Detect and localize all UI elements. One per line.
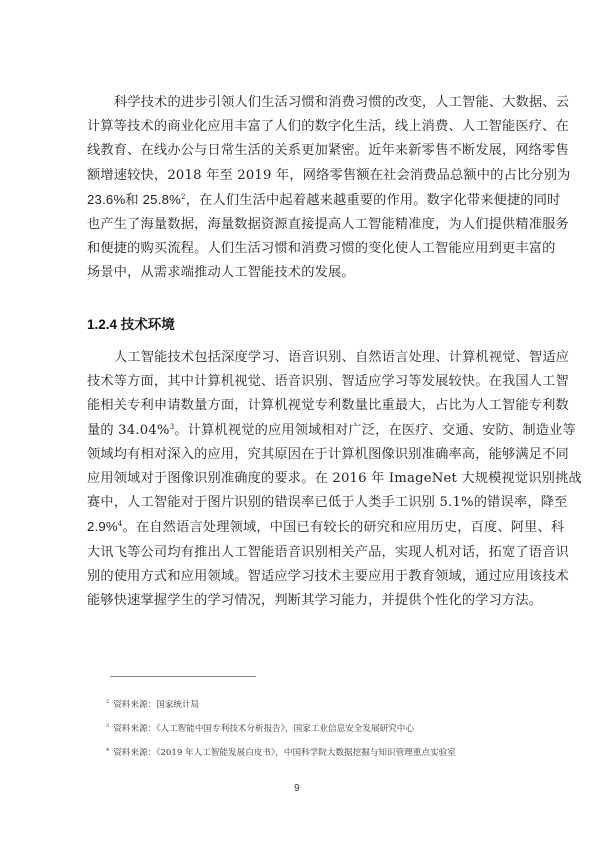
text-line: 领域均有相对深入的应用，究其原因在于计算机图像识别准确率高，能够满足不同 — [87, 446, 569, 462]
statistic-value: 2.9% — [87, 519, 118, 535]
text-line: 技术等方面，其中计算机视觉、语音识别、智适应学习等发展较快。在我国人工智 — [87, 374, 569, 390]
footnote-ref: 2 — [181, 192, 186, 201]
paragraph-tech-environment — [87, 346, 582, 613]
text-line: 场景中，从需求端推动人工智能技术的发展。 — [87, 265, 355, 281]
text-line — [87, 188, 561, 213]
footnote-text: 资料来源：《人工智能中国专利技术分析报告》，国家工业信息安全发展研究中心 — [113, 724, 414, 734]
section-heading: 1.2.4 技术环境 — [87, 317, 175, 332]
footnote-ref: 4 — [117, 520, 123, 529]
page-number: 9 — [294, 783, 300, 794]
text-line — [87, 419, 576, 443]
text-line: 线教育、在线办公与日常生活的关系更加紧密。近年来新零售不断发展，网络零售 — [87, 143, 569, 159]
text-line: 也产生了海量数据，海量数据资源直接提高人工智能精准度，为人们提供精准服务 — [87, 217, 569, 233]
text-line: 应用领域对于图像识别准确度的要求。在 2016 年 ImageNet 大规模视觉识别挑战 — [87, 471, 582, 487]
text-line: 大讯飞等公司均有推出人工智能语音识别相关产品，实现人机对话，拓宽了语音识 — [87, 544, 569, 560]
footnote-text: 资料来源：《2019 年人工智能发展白皮书》，中国科学院大数据挖掘与知识管理重点实验室 — [113, 748, 456, 758]
text-line: 科学技术的进步引领人们生活习惯和消费习惯的改变，人工智能、大数据、云 — [114, 95, 570, 110]
text-segment: 。计算机视觉的应用领域相对广泛，在医疗、交通、安防、制造业等 — [174, 422, 576, 438]
text-line — [87, 515, 565, 540]
footnote-mark: 4 — [106, 747, 110, 753]
footnote-mark: 2 — [106, 699, 110, 705]
footnote-divider — [110, 676, 256, 677]
footnote-text: 资料来源：国家统计局 — [113, 700, 200, 710]
footnote-item — [106, 741, 456, 765]
text-line: 计算等技术的商业化应用丰富了人们的数字化生活，线上消费、人工智能医疗、在 — [87, 119, 569, 135]
text-segment: 量的 34.04% — [87, 422, 170, 438]
text-line: 额增速较快，2018 年至 2019 年，网络零售额在社会消费品总额中的占比分别为 — [87, 167, 571, 183]
footnote-item — [106, 717, 456, 741]
footnote-item — [106, 693, 456, 717]
statistic-value: 23.6%和 25.8% — [87, 191, 182, 207]
text-line: 别的使用方式和应用领域。智适应学习技术主要应用于教育领域，通过应用该技术 — [87, 568, 569, 584]
text-line: 人工智能技术包括深度学习、语音识别、自然语言处理、计算机视觉、智适应 — [114, 350, 570, 365]
text-line: 赛中，人工智能对于图片识别的错误率已低于人类手工识别 5.1%的错误率，降至 — [87, 495, 568, 511]
text-segment: 。在自然语言处理领域，中国已有较长的研究和应用历史，百度、阿里、科 — [122, 520, 565, 536]
footnote-ref: 3 — [169, 422, 175, 431]
text-line: 能够快速掌握学生的学习情况，判断其学习能力，并提供个性化的学习方法。 — [87, 593, 543, 609]
footnotes — [106, 693, 456, 765]
text-line: 和便捷的购买流程。人们生活习惯和消费习惯的变化使人工智能应用到更丰富的 — [87, 241, 556, 257]
text-line: 能相关专利申请数量方面，计算机视觉专利数量比重最大，占比为人工智能专利数 — [87, 398, 569, 414]
text-segment: ，在人们生活中起着越来越重要的作用。数字化带来便捷的同时 — [185, 192, 561, 208]
footnote-mark: 3 — [106, 723, 110, 729]
paragraph-consumption-habits — [87, 91, 571, 286]
